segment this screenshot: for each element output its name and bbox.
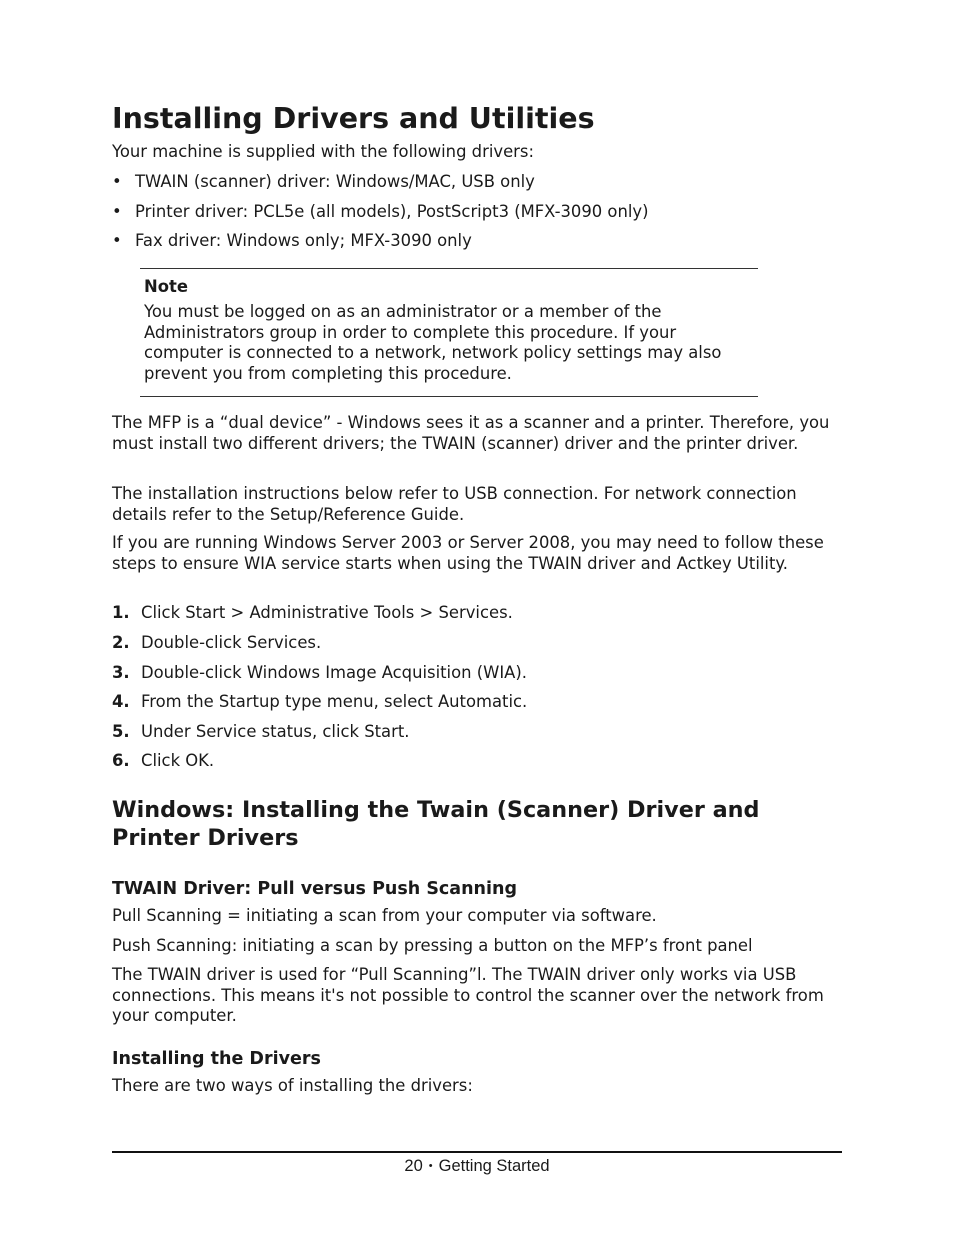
bullet-icon: • [112,172,122,191]
paragraph-push-scanning: Push Scanning: initiating a scan by pressing a button on the MFP’s front panel [112,936,753,955]
bullet-icon: • [112,231,122,250]
section-heading: Windows: Installing the Twain (Scanner) Driver and Printer Drivers [112,797,760,851]
step-item: 4. From the Startup type menu, select Automatic. [112,692,528,711]
step-item: 5. Under Service status, click Start. [112,722,410,741]
intro-paragraph: Your machine is supplied with the following drivers: [112,142,534,161]
bullet-icon: • [428,1160,433,1172]
bullet-icon: • [112,202,122,221]
step-item: 3. Double-click Windows Image Acquisition (WIA). [112,663,527,682]
page-number: 20 [404,1157,423,1175]
paragraph-dual-device: The MFP is a “dual device” - Windows sees it as a scanner and a printer. Therefore, you must install two different drivers; the TWAIN (scanner) driver and the printer driver. [112,413,830,453]
paragraph-pull-scanning: Pull Scanning = initiating a scan from your computer via software. [112,906,657,925]
page-footer [0,1157,954,1176]
paragraph-two-ways: There are two ways of installing the drivers: [112,1076,473,1095]
step-item: 1. Click Start > Administrative Tools > Services. [112,603,513,622]
step-item: 6. Click OK. [112,751,215,770]
note-body: You must be logged on as an administrator or a member of the Administrators group in order to complete this procedure. If your computer is connected to a network, network policy settings may also prevent you from completing this procedure. [144,302,722,383]
list-item: • TWAIN (scanner) driver: Windows/MAC, USB only [112,172,535,191]
paragraph-windows-server: If you are running Windows Server 2003 or Server 2008, you may need to follow these steps to ensure WIA service starts when using the TWAIN driver and Actkey Utility. [112,533,824,573]
list-item: • Fax driver: Windows only; MFX-3090 only [112,231,472,250]
footer-divider [112,1151,842,1153]
paragraph-usb-connection: The installation instructions below refer to USB connection. For network connection details refer to the Setup/Reference Guide. [112,484,797,524]
footer-section: Getting Started [438,1157,550,1175]
step-item: 2. Double-click Services. [112,633,322,652]
note-title: Note [144,277,188,296]
subsection-heading-twain: TWAIN Driver: Pull versus Push Scanning [112,879,518,899]
paragraph-twain-usb: The TWAIN driver is used for “Pull Scanning”l. The TWAIN driver only works via USB connections. This means it's not possible to control the scanner over the network from your computer. [112,965,824,1025]
list-item: • Printer driver: PCL5e (all models), PostScript3 (MFX-3090 only) [112,202,649,221]
note-box [140,268,758,397]
subsection-heading-installing: Installing the Drivers [112,1049,321,1069]
page-title: Installing Drivers and Utilities [112,102,595,135]
